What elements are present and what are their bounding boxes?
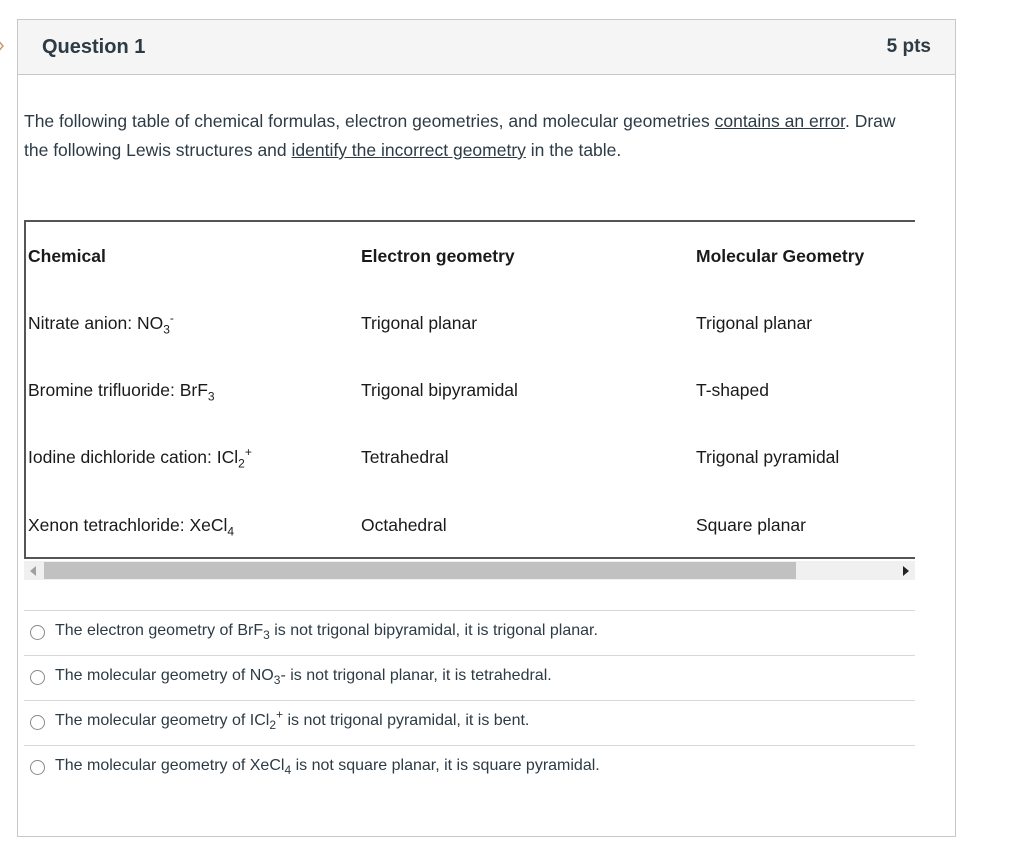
header-electron-geometry: Electron geometry: [361, 246, 515, 266]
header-molecular-geometry: Molecular Geometry: [696, 246, 865, 266]
prompt-emphasis-error: contains an error: [714, 111, 845, 131]
answer-option-1[interactable]: [24, 610, 915, 655]
molecular-geometry-cell: Trigonal planar: [696, 313, 813, 333]
answer-label[interactable]: The molecular geometry of ICl$_2$+ is not trigonal pyramidal, it is bent.: [55, 707, 530, 733]
geometry-table: [24, 220, 915, 559]
electron-geometry-cell: Octahedral: [361, 515, 447, 535]
chemical-cell: Xenon tetrachloride: XeCl$_4$: [28, 515, 235, 539]
answer-label[interactable]: The molecular geometry of $NO_3-$ is not trigonal planar, it is tetrahedral.: [55, 667, 552, 688]
answer-options: [24, 610, 915, 790]
scroll-right-icon[interactable]: [903, 566, 909, 576]
prompt-text-2: . Draw the following Lewis structures and: [24, 111, 896, 160]
electron-geometry-cell: Trigonal bipyramidal: [361, 380, 518, 400]
prompt-text-1: The following table of chemical formulas, electron geometries, and molecular geometries: [24, 111, 715, 131]
radio-button[interactable]: [30, 715, 45, 730]
radio-button[interactable]: [30, 625, 45, 640]
answer-label[interactable]: The molecular geometry of XeCl$_4$ is not square planar, it is square pyramidal.: [55, 757, 600, 778]
table-horizontal-scrollbar[interactable]: [24, 561, 915, 580]
chevron-right-icon[interactable]: [0, 36, 6, 56]
electron-geometry-cell: Trigonal planar: [361, 313, 478, 333]
radio-button[interactable]: [30, 670, 45, 685]
prompt-emphasis-geometry: identify the incorrect geometry: [291, 140, 526, 160]
question-header: [18, 20, 955, 75]
answer-option-2[interactable]: [24, 655, 915, 700]
header-chemical: Chemical: [28, 246, 106, 266]
question-title: Question 1: [42, 36, 146, 58]
molecular-geometry-cell: Trigonal pyramidal: [696, 447, 840, 467]
molecular-geometry-cell: T-shaped: [696, 380, 769, 400]
question-points: 5 pts: [886, 36, 931, 57]
answer-label[interactable]: The electron geometry of BrF$_3$ is not trigonal bipyramidal, it is trigonal planar.: [55, 622, 598, 643]
table-row: [26, 515, 915, 545]
scroll-left-icon[interactable]: [30, 566, 36, 576]
table-row: [26, 380, 915, 410]
chemical-cell: Iodine dichloride cation: ICl$_2$+: [28, 445, 252, 471]
answer-option-4[interactable]: [24, 745, 915, 790]
prompt-text-3: in the table.: [525, 140, 622, 160]
molecular-geometry-cell: Square planar: [696, 515, 806, 535]
chemical-cell: Bromine trifluoride: BrF$_3$: [28, 380, 215, 404]
answer-option-3[interactable]: [24, 700, 915, 745]
scrollbar-thumb[interactable]: [44, 562, 796, 579]
table-row: [26, 313, 915, 343]
question-prompt: [24, 107, 904, 165]
chemical-cell: Nitrate anion: $NO_3^-$: [28, 311, 174, 337]
radio-button[interactable]: [30, 760, 45, 775]
table-header-row: [26, 246, 915, 276]
table-row: [26, 447, 915, 477]
electron-geometry-cell: Tetrahedral: [361, 447, 449, 467]
